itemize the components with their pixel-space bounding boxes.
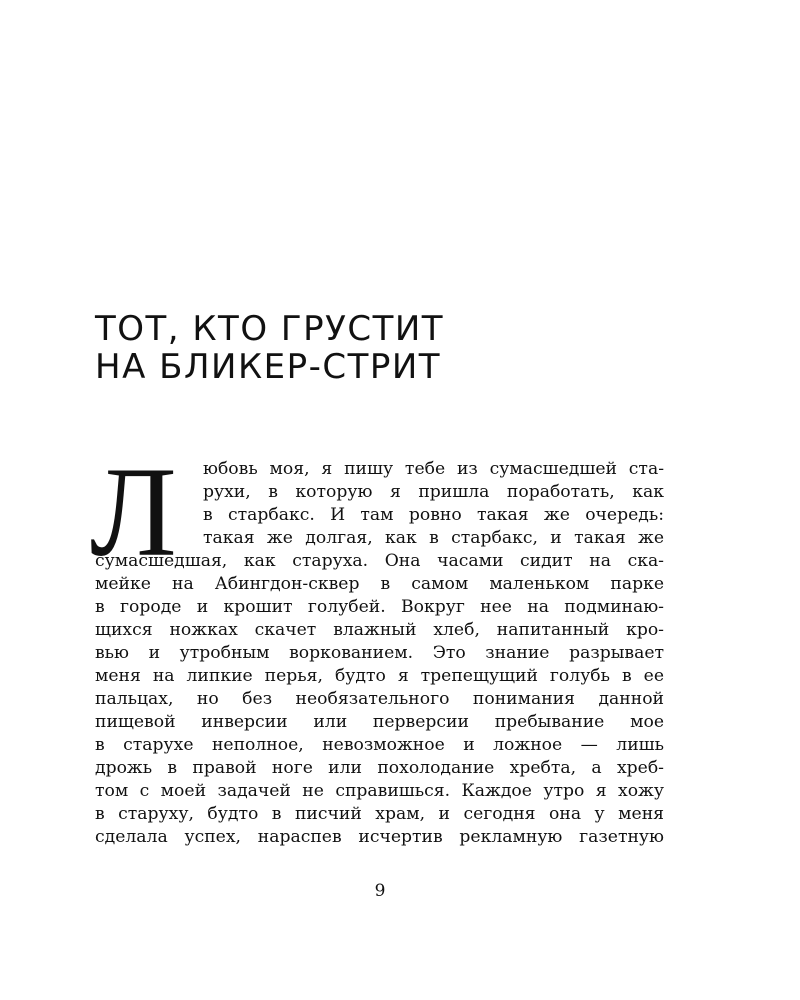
text-line: дрожь в правой ноге или похолодание хребта, а хреб- xyxy=(95,758,664,778)
text-line: пищевой инверсии или перверсии пребывание мое xyxy=(95,712,664,732)
text-line: в городе и крошит голубей. Вокруг нее на подминаю- xyxy=(95,597,664,617)
text-line: в старбакс. И там ровно такая же очередь: xyxy=(203,505,664,525)
text-line: щихся ножках скачет влажный хлеб, напитанный кро- xyxy=(95,620,664,640)
chapter-title-line-1: ТОТ, КТО ГРУСТИТ xyxy=(95,309,445,349)
text-line: сумасшедшая, как старуха. Она часами сидит на ска- xyxy=(95,551,664,571)
page-number: 9 xyxy=(374,881,386,901)
text-line: пальцах, но без необязательного понимания данной xyxy=(95,689,664,709)
text-line: том с моей задачей не справишься. Каждое утро я хожу xyxy=(95,781,664,801)
text-line: в старуху, будто в писчий храм, и сегодня она у меня xyxy=(95,804,664,824)
chapter-title xyxy=(95,310,444,386)
text-line: вью и утробным воркованием. Это знание разрывает xyxy=(95,643,664,663)
text-line: такая же долгая, как в старбакс, и такая же xyxy=(203,528,664,548)
text-line: юбовь моя, я пишу тебе из сумасшедшей ста- xyxy=(203,459,664,479)
text-line: в старухе неполное, невозможное и ложное — лишь xyxy=(95,735,664,755)
text-line: рухи, в которую я пришла поработать, как xyxy=(203,482,664,502)
text-line: сделала успех, нараспев исчертив рекламную газетную xyxy=(95,827,664,847)
text-line: меня на липкие перья, будто я трепещущий голубь в ее xyxy=(95,666,664,686)
drop-cap: Л xyxy=(90,441,177,583)
text-line: мейке на Абингдон-сквер в самом маленьком парке xyxy=(95,574,664,594)
chapter-title-line-2: НА БЛИКЕР-СТРИТ xyxy=(95,347,442,387)
